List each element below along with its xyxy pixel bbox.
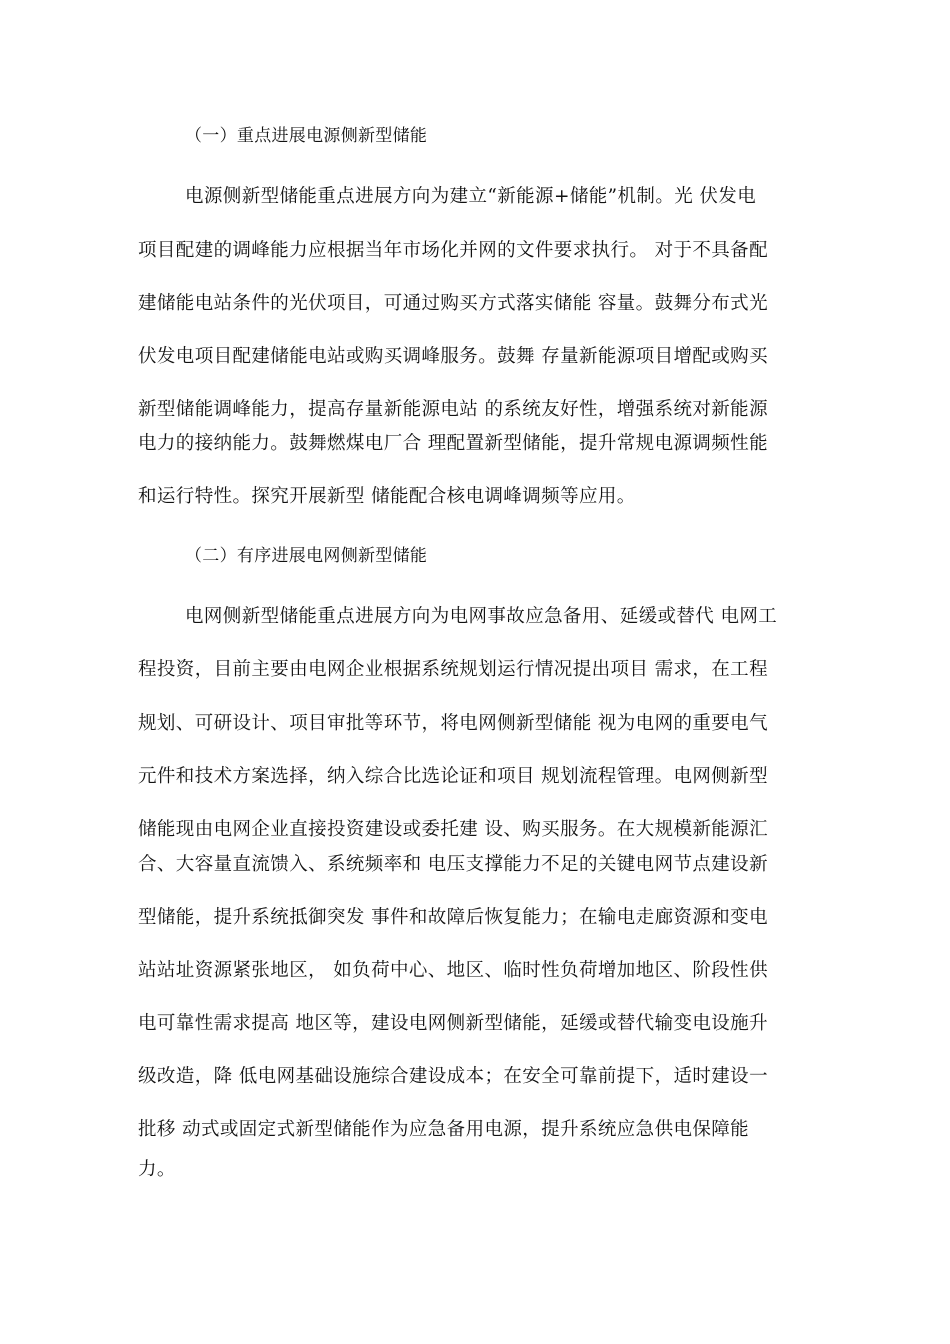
paragraph-2-line: 批移 动式或固定式新型储能作为应急备用电源，提升系统应急供电保障能 (138, 1119, 750, 1140)
paragraph-2-line: 合、大容量直流馈入、系统频率和 电压支撑能力不足的关键电网节点建设新 (138, 854, 768, 875)
paragraph-2-line: 站站址资源紧张地区， 如负荷中心、地区、临时性负荷增加地区、阶段性供 (138, 960, 768, 981)
paragraph-2-line: 电可靠性需求提高 地区等，建设电网侧新型储能，延缓或替代输变电设施升 (138, 1013, 768, 1034)
paragraph-1-line: 项目配建的调峰能力应根据当年市场化并网的文件要求执行。 对于不具备配 (138, 240, 768, 261)
paragraph-2-line: 型储能，提升系统抵御突发 事件和故障后恢复能力；在输电走廊资源和变电 (138, 907, 768, 928)
paragraph-1-line: 建储能电站条件的光伏项目，可通过购买方式落实储能 容量。鼓舞分布式光 (138, 293, 768, 314)
paragraph-2-line: 力。 (138, 1159, 176, 1180)
paragraph-1-line: 和运行特性。探究开展新型 储能配合核电调峰调频等应用。 (138, 486, 636, 507)
paragraph-2-line: 电网侧新型储能重点进展方向为电网事故应急备用、延缓或替代 电网工 (185, 606, 778, 627)
paragraph-1-line: 电力的接纳能力。鼓舞燃煤电厂合 理配置新型储能，提升常规电源调频性能 (138, 433, 768, 454)
paragraph-1-line: 电源侧新型储能重点进展方向为建立“新能源+储能”机制。光 伏发电 (185, 186, 757, 207)
section-heading-1: （一）重点进展电源侧新型储能 (185, 126, 428, 146)
paragraph-2-line: 元件和技术方案选择，纳入综合比选论证和项目 规划流程管理。电网侧新型 (138, 766, 768, 787)
section-heading-2: （二）有序进展电网侧新型储能 (185, 546, 428, 566)
paragraph-1-line: 伏发电项目配建储能电站或购买调峰服务。鼓舞 存量新能源项目增配或购买 (138, 346, 768, 367)
paragraph-2-line: 程投资，目前主要由电网企业根据系统规划运行情况提出项目 需求，在工程 (138, 659, 768, 680)
paragraph-2-line: 级改造，降 低电网基础设施综合建设成本；在安全可靠前提下，适时建设一 (138, 1066, 768, 1087)
paragraph-2-line: 规划、可研设计、项目审批等环节，将电网侧新型储能 视为电网的重要电气 (138, 713, 768, 734)
paragraph-2-line: 储能现由电网企业直接投资建设或委托建 设、购买服务。在大规模新能源汇 (138, 819, 768, 840)
paragraph-1-line: 新型储能调峰能力，提高存量新能源电站 的系统友好性，增强系统对新能源 (138, 399, 768, 420)
